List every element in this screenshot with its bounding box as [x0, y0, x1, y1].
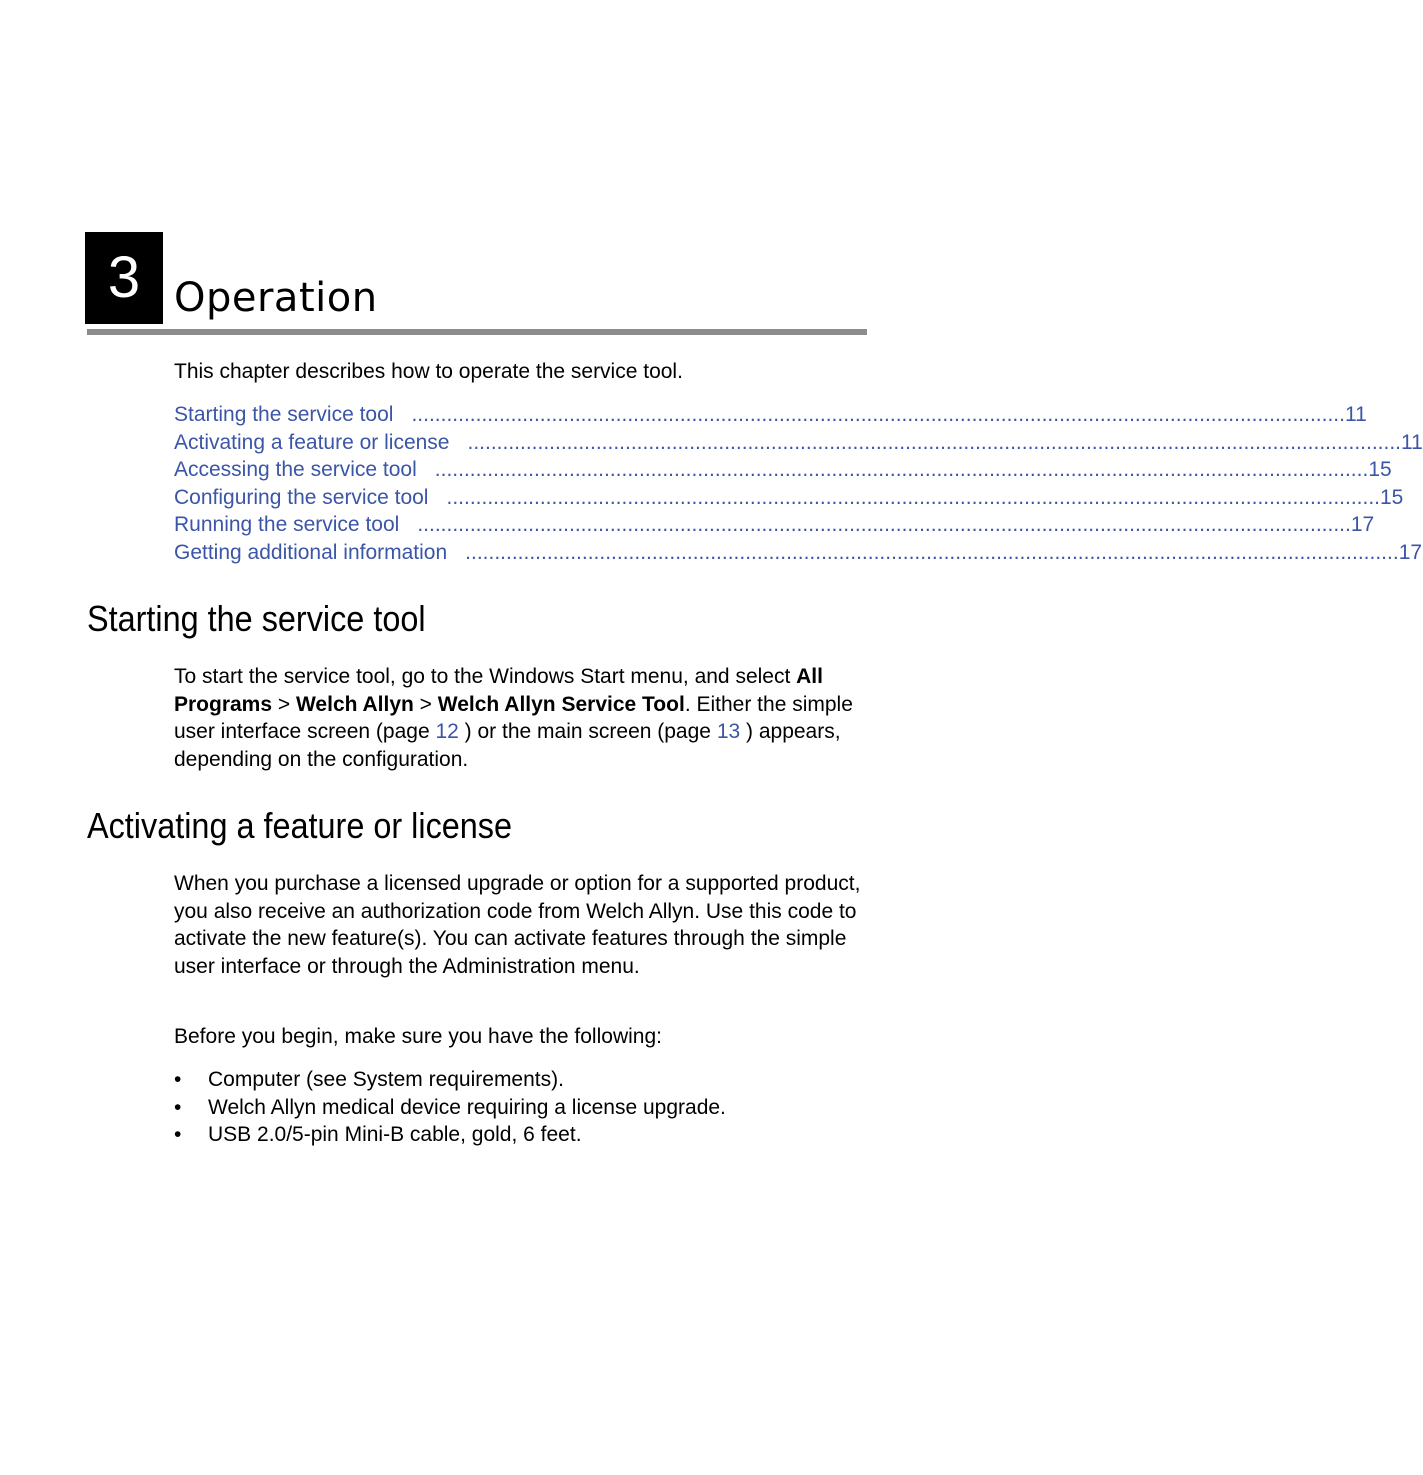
menu-path-all-programs: All Programs: [174, 665, 823, 716]
toc-entry[interactable]: [174, 511, 1375, 539]
before-you-begin-paragraph: Before you begin, make sure you have the following:: [174, 1025, 662, 1048]
menu-path-service-tool: Welch Allyn Service Tool: [437, 692, 685, 716]
section-heading-activating: Activating a feature or license: [87, 805, 513, 846]
toc-leader: ................................................................................................................................................................: [411, 403, 1345, 426]
bullet-icon: •: [174, 1123, 182, 1147]
toc-entry-page[interactable]: 11: [1401, 430, 1423, 454]
page-link-12[interactable]: 12: [435, 720, 459, 744]
toc-entry-label[interactable]: Accessing the service tool: [174, 458, 417, 482]
bullet-icon: •: [174, 1095, 182, 1119]
toc-leader: ................................................................................................................................................................: [465, 540, 1399, 564]
toc-entry-label[interactable]: Starting the service tool: [174, 403, 394, 426]
text-run: To start the service tool, go to the Windows Start menu, and select: [174, 665, 797, 688]
menu-path-separator: >: [272, 692, 296, 716]
chapter-number: 3: [107, 245, 141, 310]
chapter-toc: [174, 401, 1423, 567]
toc-entry[interactable]: [174, 484, 1404, 512]
page-link-13[interactable]: 13: [716, 720, 741, 744]
toc-entry-label[interactable]: Getting additional information: [174, 540, 448, 564]
toc-leader: ................................................................................................................................................................: [446, 485, 1380, 509]
toc-entry-page[interactable]: 17: [1350, 513, 1375, 537]
chapter-rule: [87, 329, 867, 335]
toc-entry[interactable]: [174, 539, 1423, 567]
section-heading-starting: Starting the service tool: [87, 598, 426, 639]
bullet-icon: •: [174, 1068, 182, 1091]
menu-path-welch-allyn: Welch Allyn: [295, 692, 414, 716]
toc-leader: ................................................................................................................................................................: [417, 513, 1351, 537]
toc-entry-page[interactable]: 11: [1344, 403, 1367, 426]
toc-leader: ................................................................................................................................................................: [434, 458, 1369, 482]
toc-entry-page[interactable]: 17: [1398, 540, 1423, 564]
starting-paragraph: [174, 663, 864, 774]
text-run: ) or the main screen (page: [458, 720, 717, 744]
toc-leader: ................................................................................................................................................................: [467, 430, 1401, 454]
toc-entry[interactable]: [174, 429, 1423, 457]
list-item-text: USB 2.0/5-pin Mini-B cable, gold, 6 feet.: [208, 1123, 582, 1147]
chapter-title: Operation: [174, 275, 378, 321]
menu-path-separator: >: [413, 692, 438, 716]
toc-entry-page[interactable]: 15: [1368, 458, 1392, 482]
chapter-intro: This chapter describes how to operate the service tool.: [174, 360, 683, 383]
toc-entry-label[interactable]: Configuring the service tool: [174, 485, 429, 509]
list-item-text: Computer (see System requirements).: [208, 1068, 564, 1091]
list-item: [174, 1066, 864, 1094]
toc-entry-label[interactable]: Running the service tool: [174, 513, 400, 537]
requirements-list: [174, 1066, 864, 1149]
text-run: . Either the simple user interface screen (page: [174, 692, 853, 744]
list-item-text: Welch Allyn medical device requiring a license upgrade.: [208, 1095, 726, 1119]
list-item: [174, 1121, 864, 1149]
toc-entry[interactable]: [174, 401, 1367, 429]
text-run: ) appears, depending on the configuration.: [174, 720, 841, 772]
toc-entry-label[interactable]: Activating a feature or license: [174, 430, 450, 454]
chapter-number-box: [85, 232, 163, 324]
list-item: [174, 1094, 864, 1122]
activating-paragraph: When you purchase a licensed upgrade or option for a supported product, you also receive an authorization code from Welch Allyn. Use this code to activate the new feature(s). You can activate features through the simple user interface or through the Administration menu.: [174, 872, 861, 979]
toc-entry[interactable]: [174, 456, 1392, 484]
toc-entry-page[interactable]: 15: [1380, 485, 1404, 509]
